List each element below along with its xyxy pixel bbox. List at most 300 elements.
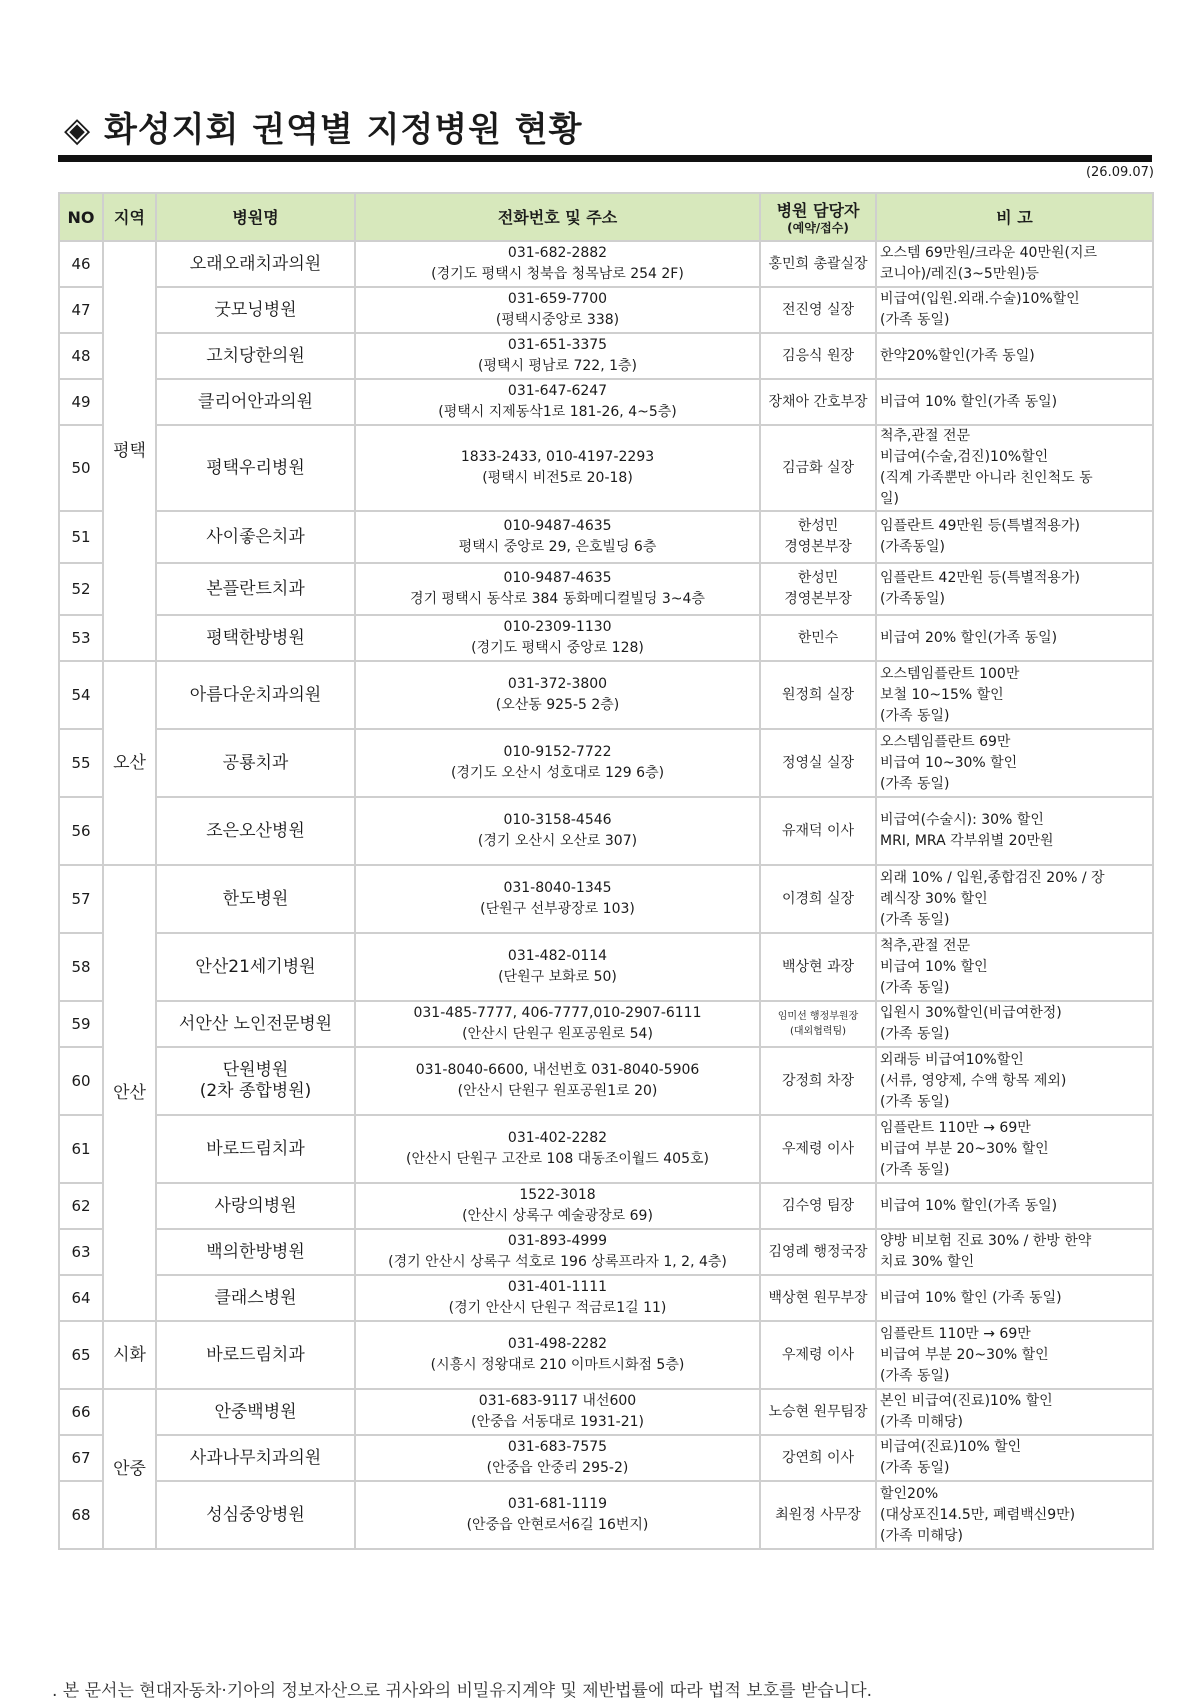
cell-line: 바로드림치과 <box>206 1344 305 1365</box>
table-row <box>59 933 1153 1001</box>
hospital-contact <box>355 797 760 865</box>
hospital-name <box>156 933 355 1001</box>
hospital-manager <box>760 287 876 333</box>
cell-line: 전진영 실장 <box>781 301 855 318</box>
hospital-manager <box>760 1183 876 1229</box>
hospital-manager <box>760 1481 876 1549</box>
table-row <box>59 797 1153 865</box>
cell-line: 굿모닝병원 <box>214 299 297 320</box>
table-row <box>59 1435 1153 1481</box>
hospital-phone: 031-651-3375 <box>507 337 608 353</box>
cell-line: 오스템임플란트 69만 <box>880 733 1011 750</box>
cell-line: 아름다운치과의원 <box>189 684 322 705</box>
hospital-note <box>876 511 1153 563</box>
cell-line: 양방 비보험 진료 30% / 한방 한약 <box>880 1233 1092 1249</box>
hospital-address: 경기 평택시 동삭로 384 동화메디컬빌딩 3~4층 <box>410 591 705 607</box>
table-row <box>59 1047 1153 1115</box>
hospital-manager <box>760 1047 876 1115</box>
hospital-address: 평택시 중앙로 29, 은호빌딩 6층 <box>458 539 657 555</box>
hospital-address: (안산시 단원구 고잔로 108 대동조이월드 405호) <box>405 1151 709 1167</box>
hospital-phone: 031-683-9117 내선600 <box>478 1393 637 1409</box>
cell-line: 비급여 부분 20~30% 할인 <box>880 1140 1049 1157</box>
cell-line: 안산21세기병원 <box>195 956 316 977</box>
hospital-contact <box>355 1229 760 1275</box>
hospital-address: (오산동 925-5 2층) <box>495 697 620 713</box>
table-body <box>59 241 1153 1549</box>
table-row <box>59 729 1153 797</box>
hospital-note <box>876 1183 1153 1229</box>
hospital-manager <box>760 1321 876 1389</box>
row-number: 51 <box>59 511 103 563</box>
cell-line: 비급여(입원.외래.수술)10%할인 <box>880 291 1080 307</box>
table-row <box>59 1001 1153 1047</box>
cell-line: (가족동일) <box>880 591 946 607</box>
row-number: 63 <box>59 1229 103 1275</box>
cell-line: 한도병원 <box>222 888 289 909</box>
hospital-phone: 010-9152-7722 <box>503 744 612 760</box>
hospital-phone: 031-8040-1345 <box>503 880 612 896</box>
hospital-contact <box>355 425 760 511</box>
cell-line: 오스템 69만원/크라운 40만원(지르 <box>880 245 1097 261</box>
row-number: 60 <box>59 1047 103 1115</box>
table-row <box>59 615 1153 661</box>
cell-line: 한민수 <box>797 629 839 646</box>
hospital-manager <box>760 615 876 661</box>
region-cell: 안중 <box>103 1389 156 1549</box>
cell-line: 평택우리병원 <box>206 457 305 478</box>
cell-line: 임플란트 42만원 등(특별적용가) <box>880 570 1080 586</box>
hospital-address: (평택시중앙로 338) <box>495 312 620 328</box>
hospital-name <box>156 1047 355 1115</box>
hospital-contact <box>355 615 760 661</box>
row-number: 57 <box>59 865 103 933</box>
cell-line: 최원정 사무장 <box>775 1506 861 1523</box>
table-row <box>59 1275 1153 1321</box>
hospital-name <box>156 1183 355 1229</box>
header-no: NO <box>59 193 103 241</box>
cell-line: 비급여(수술시): 30% 할인 <box>880 812 1044 828</box>
cell-line: (가족 동일) <box>880 775 950 792</box>
cell-line: (2차 종합병원) <box>199 1081 312 1101</box>
hospital-name <box>156 661 355 729</box>
hospital-phone: 031-482-0114 <box>507 948 608 964</box>
cell-line: 오스템임플란트 100만 <box>880 665 1020 682</box>
hospital-contact <box>355 241 760 287</box>
hospital-name <box>156 729 355 797</box>
cell-line: 한성민 <box>797 518 839 534</box>
hospital-note <box>876 615 1153 661</box>
hospital-name <box>156 511 355 563</box>
hospital-phone: 031-647-6247 <box>507 383 608 399</box>
hospital-phone: 1522-3018 <box>519 1187 596 1203</box>
cell-line: 사랑의병원 <box>214 1195 297 1216</box>
hospital-contact <box>355 379 760 425</box>
hospital-contact <box>355 1389 760 1435</box>
cell-line: 김수영 팀장 <box>781 1197 855 1214</box>
cell-line: 바로드림치과 <box>206 1138 305 1159</box>
cell-line: 외래등 비급여10%할인 <box>880 1051 1024 1068</box>
hospital-phone: 031-498-2282 <box>507 1336 608 1352</box>
cell-line: 한성민 <box>797 570 839 586</box>
hospital-contact <box>355 511 760 563</box>
cell-line: 우제령 이사 <box>781 1346 855 1363</box>
cell-line: 치료 30% 할인 <box>880 1254 975 1270</box>
hospital-phone: 031-681-1119 <box>507 1496 608 1512</box>
row-number: 56 <box>59 797 103 865</box>
hospital-name <box>156 615 355 661</box>
hospital-table <box>58 192 1154 1550</box>
hospital-name <box>156 333 355 379</box>
hospital-phone: 031-893-4999 <box>507 1233 608 1249</box>
hospital-manager <box>760 1115 876 1183</box>
hospital-name <box>156 287 355 333</box>
cell-line: (가족 동일) <box>880 1161 950 1178</box>
cell-line: 김영례 행정국장 <box>768 1243 868 1260</box>
table-row <box>59 661 1153 729</box>
cell-line: 단원병원 <box>222 1060 289 1080</box>
cell-line: 사과나무치과의원 <box>189 1447 322 1468</box>
cell-line: (직계 가족뿐만 아니라 친인척도 동 <box>880 470 1093 486</box>
hospital-note <box>876 1229 1153 1275</box>
cell-line: 성심중앙병원 <box>206 1504 305 1525</box>
hospital-phone: 031-659-7700 <box>507 291 608 307</box>
table-row <box>59 563 1153 615</box>
hospital-address: (안산시 단원구 원포공원1로 20) <box>457 1083 658 1099</box>
cell-line: (가족 동일) <box>880 1460 950 1476</box>
cell-line: 척추,관절 전문 <box>880 428 971 444</box>
hospital-manager <box>760 241 876 287</box>
cell-line: 노승현 원무팀장 <box>768 1403 868 1420</box>
hospital-address: (단원구 보화로 50) <box>498 969 617 985</box>
cell-line: 평택한방병원 <box>206 627 305 648</box>
cell-line: 외래 10% / 입원,종합검진 20% / 장 <box>880 869 1105 886</box>
hospital-manager <box>760 379 876 425</box>
hospital-address: (평택시 평남로 722, 1층) <box>477 358 638 374</box>
cell-line: 임플란트 49만원 등(특별적용가) <box>880 518 1080 534</box>
cell-line: 본인 비급여(진료)10% 할인 <box>880 1393 1053 1409</box>
header-name: 병원명 <box>156 193 355 241</box>
hospital-address: (안중읍 서동대로 1931-21) <box>471 1414 644 1430</box>
cell-line: (가족 동일) <box>880 1093 950 1110</box>
table-row <box>59 1321 1153 1389</box>
cell-line: 비급여 10% 할인(가족 동일) <box>880 393 1058 410</box>
hospital-phone: 010-2309-1130 <box>503 619 612 635</box>
hospital-name <box>156 1115 355 1183</box>
cell-line: 김응식 원장 <box>781 347 855 364</box>
cell-line: 클리어안과의원 <box>198 391 313 412</box>
hospital-name <box>156 1229 355 1275</box>
hospital-note <box>876 1389 1153 1435</box>
cell-line: 백상현 과장 <box>781 958 855 975</box>
row-number: 48 <box>59 333 103 379</box>
page-title: ◈ 화성지회 권역별 지정병원 현황 <box>64 110 583 150</box>
cell-line: 보철 10~15% 할인 <box>880 686 1004 703</box>
cell-line: 오래오래치과의원 <box>189 253 322 274</box>
hospital-contact <box>355 729 760 797</box>
hospital-name <box>156 1435 355 1481</box>
hospital-note <box>876 1321 1153 1389</box>
cell-line: 비급여(수술,검진)10%할인 <box>880 449 1049 465</box>
hospital-manager <box>760 511 876 563</box>
table-row <box>59 511 1153 563</box>
region-cell: 평택 <box>103 241 156 661</box>
hospital-note <box>876 1275 1153 1321</box>
hospital-address: (경기도 평택시 청북읍 청목남로 254 2F) <box>431 266 684 282</box>
hospital-contact <box>355 1435 760 1481</box>
table-row <box>59 865 1153 933</box>
row-number: 54 <box>59 661 103 729</box>
cell-line: 서안산 노인전문병원 <box>178 1013 333 1034</box>
hospital-name <box>156 1321 355 1389</box>
header-note: 비 고 <box>876 193 1153 241</box>
hospital-address: (안산시 단원구 원포공원로 54) <box>462 1026 653 1042</box>
cell-line: 경영본부장 <box>784 591 852 607</box>
hospital-manager <box>760 933 876 1001</box>
cell-line: 입원시 30%할인(비급여한정) <box>880 1005 1062 1021</box>
hospital-note <box>876 933 1153 1001</box>
hospital-contact <box>355 1001 760 1047</box>
hospital-note <box>876 797 1153 865</box>
hospital-manager <box>760 1229 876 1275</box>
hospital-phone: 031-485-7777, 406-7777,010-2907-6111 <box>413 1005 702 1021</box>
hospital-manager <box>760 1435 876 1481</box>
hospital-name <box>156 1001 355 1047</box>
hospital-contact <box>355 333 760 379</box>
cell-line: 홍민희 총괄실장 <box>768 255 868 272</box>
title-rule <box>58 155 1152 162</box>
cell-line: 원정희 실장 <box>781 686 855 703</box>
cell-line: 비급여 20% 할인(가족 동일) <box>880 629 1058 646</box>
cell-line: 장채아 간호부장 <box>768 393 868 410</box>
hospital-phone: 031-8040-6600, 내선번호 031-8040-5906 <box>415 1062 700 1078</box>
hospital-address: (안산시 상록구 예술광장로 69) <box>462 1208 653 1224</box>
hospital-manager <box>760 1001 876 1047</box>
table-row <box>59 287 1153 333</box>
cell-line: 유재덕 이사 <box>781 822 855 839</box>
cell-line: 비급여 10% 할인(가족 동일) <box>880 1197 1058 1214</box>
hospital-contact <box>355 1183 760 1229</box>
hospital-manager <box>760 797 876 865</box>
hospital-address: (단원구 선부광장로 103) <box>480 901 635 917</box>
table-row <box>59 1183 1153 1229</box>
hospital-note <box>876 865 1153 933</box>
row-number: 64 <box>59 1275 103 1321</box>
cell-line: 비급여 10~30% 할인 <box>880 754 1018 771</box>
cell-line: 비급여 10% 할인 <box>880 958 988 975</box>
cell-line: (대상포진14.5만, 폐렴백신9만) <box>880 1506 1076 1523</box>
hospital-note <box>876 1047 1153 1115</box>
row-number: 46 <box>59 241 103 287</box>
confidentiality-footer: . 본 문서는 현대자동차·기아의 정보자산으로 귀사와의 비밀유지계약 및 제반법률에 따라 법적 보호를 받습니다. <box>52 1681 873 1701</box>
hospital-address: (경기도 오산시 성호대로 129 6층) <box>450 765 665 781</box>
hospital-note <box>876 333 1153 379</box>
hospital-phone: 031-372-3800 <box>507 676 608 692</box>
hospital-contact <box>355 1115 760 1183</box>
hospital-contact <box>355 1481 760 1549</box>
cell-line: 코니아)/레진(3~5만원)등 <box>880 266 1039 282</box>
row-number: 52 <box>59 563 103 615</box>
cell-line: 척추,관절 전문 <box>880 937 971 954</box>
table-row <box>59 241 1153 287</box>
row-number: 58 <box>59 933 103 1001</box>
table-row <box>59 425 1153 511</box>
hospital-manager <box>760 1389 876 1435</box>
row-number: 68 <box>59 1481 103 1549</box>
hospital-name <box>156 563 355 615</box>
hospital-manager <box>760 563 876 615</box>
table-row <box>59 1229 1153 1275</box>
cell-line: 비급여 부분 20~30% 할인 <box>880 1346 1049 1363</box>
cell-line: (가족동일) <box>880 539 946 555</box>
hospital-address: (경기 안산시 단원구 적금로1길 11) <box>448 1300 667 1316</box>
cell-line: (서류, 영양제, 수액 항목 제외) <box>880 1072 1067 1089</box>
hospital-manager <box>760 425 876 511</box>
region-cell: 오산 <box>103 661 156 865</box>
hospital-note <box>876 287 1153 333</box>
cell-line: 우제령 이사 <box>781 1140 855 1157</box>
row-number: 67 <box>59 1435 103 1481</box>
hospital-note <box>876 1115 1153 1183</box>
hospital-note <box>876 1481 1153 1549</box>
cell-line: 고치당한의원 <box>206 345 305 366</box>
hospital-name <box>156 379 355 425</box>
cell-line: (가족 동일) <box>880 1367 950 1384</box>
hospital-note <box>876 241 1153 287</box>
row-number: 59 <box>59 1001 103 1047</box>
hospital-address: (시흥시 정왕대로 210 이마트시화점 5층) <box>430 1357 685 1373</box>
hospital-note <box>876 1435 1153 1481</box>
hospital-manager <box>760 729 876 797</box>
header-region: 지역 <box>103 193 156 241</box>
hospital-contact <box>355 287 760 333</box>
hospital-manager <box>760 1275 876 1321</box>
cell-line: 백의한방병원 <box>206 1241 305 1262</box>
document-date: (26.09.07) <box>1085 165 1154 180</box>
row-number: 49 <box>59 379 103 425</box>
cell-line: 안중백병원 <box>214 1401 297 1422</box>
cell-line: (가족 미해당) <box>880 1414 963 1430</box>
row-number: 61 <box>59 1115 103 1183</box>
hospital-phone: 1833-2433, 010-4197-2293 <box>460 449 655 465</box>
hospital-note <box>876 563 1153 615</box>
cell-line: (가족 동일) <box>880 979 950 996</box>
cell-line: 김금화 실장 <box>781 459 855 476</box>
cell-line: 조은오산병원 <box>206 820 305 841</box>
cell-line: 백상현 원무부장 <box>768 1289 868 1306</box>
hospital-phone: 010-3158-4546 <box>503 812 612 828</box>
header-manager <box>760 193 876 241</box>
hospital-phone: 031-683-7575 <box>507 1439 608 1455</box>
hospital-address: (경기도 평택시 중앙로 128) <box>471 640 644 656</box>
hospital-address: (평택시 비전5로 20-18) <box>482 470 633 486</box>
hospital-name <box>156 865 355 933</box>
cell-line: 경영본부장 <box>784 539 852 555</box>
cell-line: (가족 동일) <box>880 911 950 928</box>
hospital-note <box>876 729 1153 797</box>
hospital-phone: 031-402-2282 <box>507 1130 608 1146</box>
hospital-name <box>156 425 355 511</box>
hospital-address: (안중읍 안중리 295-2) <box>486 1460 629 1476</box>
cell-line: MRI, MRA 각부위별 20만원 <box>880 833 1054 849</box>
hospital-manager <box>760 333 876 379</box>
cell-line: (가족 미해당) <box>880 1527 963 1544</box>
hospital-name <box>156 1275 355 1321</box>
header-row <box>59 193 1153 241</box>
cell-line: 본플란트치과 <box>206 578 305 599</box>
cell-line: 이경희 실장 <box>781 890 855 907</box>
hospital-address: (안중읍 안현로서6길 16번지) <box>466 1517 649 1533</box>
hospital-phone: 031-682-2882 <box>507 245 608 261</box>
hospital-manager <box>760 661 876 729</box>
cell-line: 강연희 이사 <box>781 1449 855 1466</box>
region-cell: 시화 <box>103 1321 156 1389</box>
hospital-contact <box>355 933 760 1001</box>
row-number: 62 <box>59 1183 103 1229</box>
hospital-address: (경기 오산시 오산로 307) <box>477 833 638 849</box>
hospital-contact <box>355 563 760 615</box>
cell-line: 임미선 행정부원장 <box>777 1011 859 1022</box>
hospital-phone: 031-401-1111 <box>507 1279 608 1295</box>
header-contact: 전화번호 및 주소 <box>355 193 760 241</box>
header-manager-label: 병원 담당자 <box>776 200 860 220</box>
hospital-phone: 010-9487-4635 <box>503 570 612 586</box>
hospital-phone: 010-9487-4635 <box>503 518 612 534</box>
row-number: 53 <box>59 615 103 661</box>
hospital-contact <box>355 1321 760 1389</box>
cell-line: 비급여(진료)10% 할인 <box>880 1439 1022 1455</box>
hospital-note <box>876 379 1153 425</box>
table-row <box>59 379 1153 425</box>
header-manager-sub: (예약/접수) <box>787 220 849 235</box>
cell-line: 할인20% <box>880 1485 939 1502</box>
cell-line: 정영실 실장 <box>781 754 855 771</box>
hospital-name <box>156 1389 355 1435</box>
hospital-note <box>876 661 1153 729</box>
hospital-note <box>876 425 1153 511</box>
hospital-contact <box>355 1047 760 1115</box>
table-row <box>59 333 1153 379</box>
row-number: 47 <box>59 287 103 333</box>
cell-line: 비급여 10% 할인 (가족 동일) <box>880 1289 1062 1306</box>
cell-line: 임플란트 110만 → 69만 <box>880 1119 1031 1136</box>
hospital-contact <box>355 661 760 729</box>
hospital-name <box>156 241 355 287</box>
row-number: 66 <box>59 1389 103 1435</box>
hospital-manager <box>760 865 876 933</box>
cell-line: (가족 동일) <box>880 707 950 724</box>
row-number: 55 <box>59 729 103 797</box>
table-row <box>59 1481 1153 1549</box>
table-row <box>59 1115 1153 1183</box>
cell-line: 사이좋은치과 <box>206 526 305 547</box>
hospital-address: (경기 안산시 상록구 석호로 196 상록프라자 1, 2, 4층) <box>388 1254 727 1270</box>
hospital-name <box>156 797 355 865</box>
region-cell: 안산 <box>103 865 156 1321</box>
cell-line: 임플란트 110만 → 69만 <box>880 1325 1031 1342</box>
cell-line: 례식장 30% 할인 <box>880 890 988 907</box>
hospital-name <box>156 1481 355 1549</box>
row-number: 50 <box>59 425 103 511</box>
cell-line: 한약20%할인(가족 동일) <box>880 347 1035 364</box>
cell-line: (가족 동일) <box>880 1026 950 1042</box>
hospital-note <box>876 1001 1153 1047</box>
hospital-contact <box>355 1275 760 1321</box>
hospital-address: (평택시 지제동삭1로 181-26, 4~5층) <box>438 404 677 420</box>
row-number: 65 <box>59 1321 103 1389</box>
cell-line: (가족 동일) <box>880 312 950 328</box>
cell-line: 클래스병원 <box>214 1287 297 1308</box>
cell-line: 공룡치과 <box>222 752 289 773</box>
